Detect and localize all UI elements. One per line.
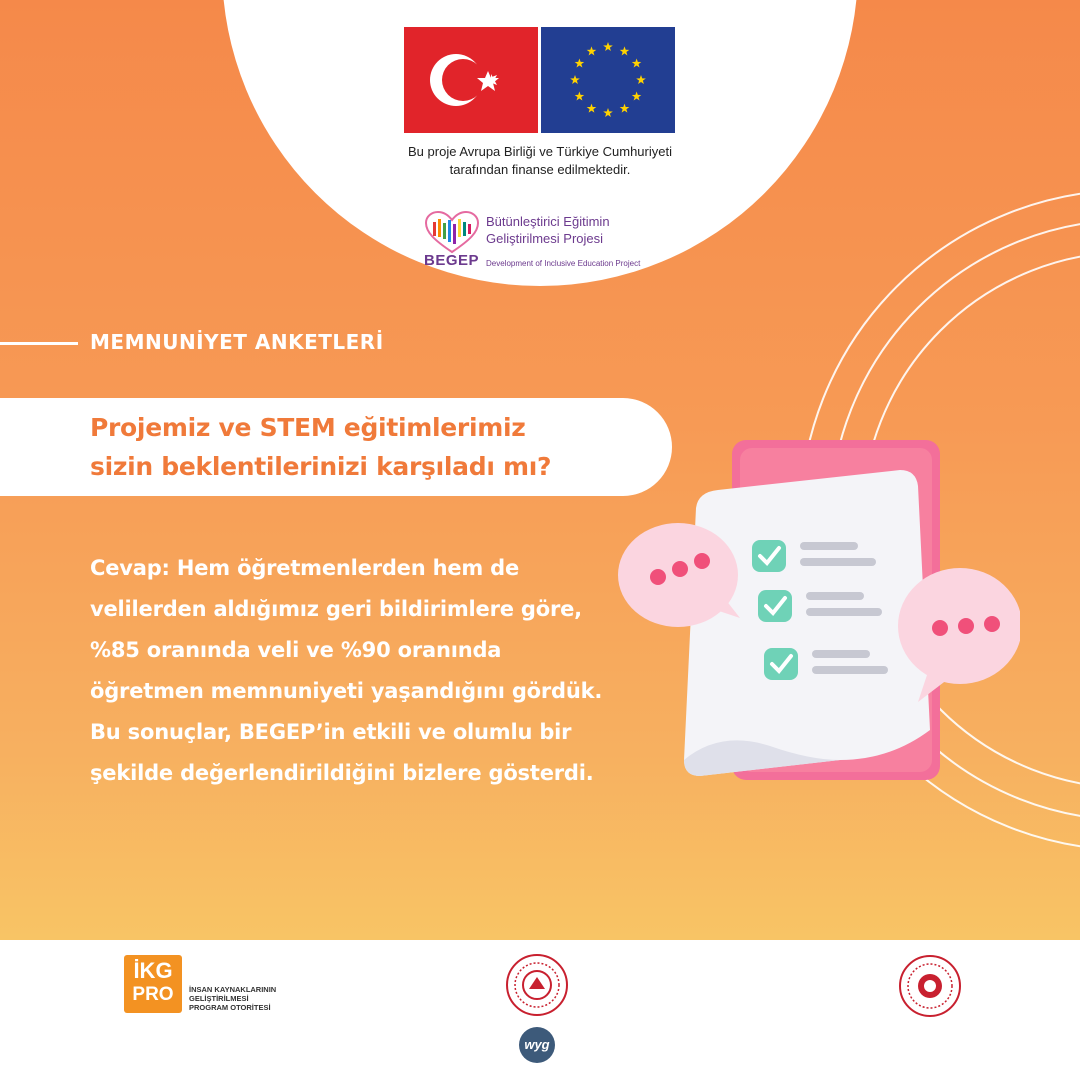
eu-star-icon: [603, 42, 613, 51]
question-line-1: Projemiz ve STEM eğitimlerimiz: [90, 413, 526, 442]
eu-star-icon: [620, 104, 630, 113]
eu-star-icon: [587, 46, 597, 55]
eu-star-icon: [632, 92, 642, 101]
ikg-name-line-2: GELİŞTİRİLMESİ: [189, 994, 249, 1003]
checklist-illustration-icon: [600, 430, 1020, 810]
eu-star-icon: [575, 59, 585, 68]
eu-star-icon: [632, 59, 642, 68]
wyg-logo: wyg: [519, 1027, 555, 1063]
ikg-name-line-1: İNSAN KAYNAKLARININ: [189, 985, 277, 994]
eu-star-icon: [587, 104, 597, 113]
ministry-seal-icon: [505, 953, 569, 1017]
answer-paragraph: [90, 548, 620, 794]
answer-lead: Cevap:: [90, 556, 170, 580]
turkey-flag-icon: [404, 27, 538, 133]
eu-star-icon: [603, 108, 613, 117]
eu-star-icon: [636, 75, 646, 84]
eu-star-icon: [620, 46, 630, 55]
eu-star-icon: [570, 75, 580, 84]
ikg-logo-line-2: PRO: [132, 984, 174, 1005]
ikg-logo-line-1: İKG: [133, 958, 173, 983]
funding-line-1: Bu proje Avrupa Birliği ve Türkiye Cumhuriyeti: [408, 144, 672, 159]
question-line-2: sizin beklentilerinizi karşıladı mı?: [90, 452, 552, 481]
begep-heart-logo-icon: [424, 210, 480, 256]
begep-title-line-2: Geliştirilmesi Projesi: [486, 231, 604, 246]
ikg-authority-name: [189, 985, 276, 1012]
ikg-pro-logo: [124, 955, 182, 1013]
begep-title-line-1: Bütünleştirici Eğitimin: [486, 214, 610, 229]
funding-line-2: tarafından finanse edilmektedir.: [449, 162, 631, 177]
ikg-name-line-3: PROGRAM OTORİTESİ: [189, 1003, 271, 1012]
answer-body: Hem öğretmenlerden hem de velilerden aldığımız geri bildirimlere göre, %85 oranında veli ve %90 oranında öğretmen memnuniyeti yaşandığını gördük. Bu sonuçlar, BEGEP’in etkili ve olumlu bir şekilde değerlendirildiğini bizlere gösterdi.: [90, 556, 603, 785]
eu-star-icon: [575, 92, 585, 101]
question-text: [90, 408, 660, 486]
eu-flag-icon: [541, 27, 675, 133]
begep-title: [486, 213, 610, 247]
section-divider: [0, 342, 78, 345]
section-label: MEMNUNİYET ANKETLERİ: [90, 330, 384, 354]
begep-english-name: Development of Inclusive Education Project: [486, 259, 641, 268]
funding-notice: [360, 143, 720, 179]
begep-acronym: BEGEP: [424, 252, 480, 269]
labour-ministry-seal-icon: [898, 954, 962, 1018]
